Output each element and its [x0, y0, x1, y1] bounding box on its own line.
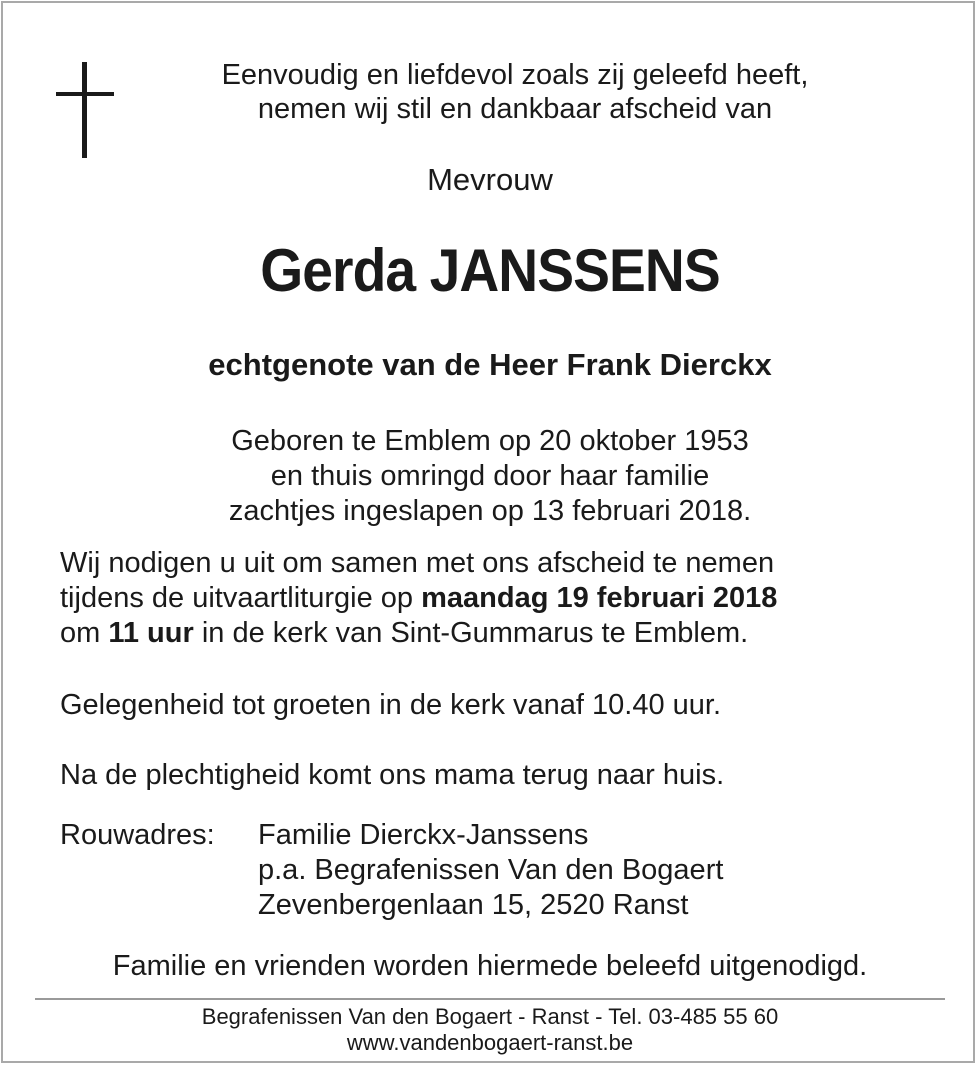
cross-horizontal-bar: [56, 92, 114, 96]
invite-line-3-suffix: in de kerk van Sint-Gummarus te Emblem.: [193, 617, 749, 649]
invite-line-2-prefix: tijdens de uitvaartliturgie op: [60, 582, 422, 614]
invite-line-1: Wij nodigen u uit om samen met ons afscheid te nemen: [60, 547, 775, 579]
deceased-name: Gerda JANSSENS: [260, 237, 720, 304]
address-lines: [258, 818, 723, 923]
address-label: Rouwadres:: [60, 819, 215, 851]
footer-divider: [35, 998, 945, 1000]
born-line-1: Geboren te Emblem op 20 oktober 1953: [231, 425, 749, 457]
funeral-date: maandag 19 februari 2018: [421, 582, 778, 614]
intro-line-1: Eenvoudig en liefdevol zoals zij geleefd heeft,: [221, 59, 809, 91]
address-line-1: Familie Dierckx-Janssens: [258, 819, 589, 851]
intro-line-2: nemen wij stil en dankbaar afscheid van: [257, 93, 773, 125]
address-line-3: Zevenbergenlaan 15, 2520 Ranst: [258, 889, 689, 921]
invite-line-3-prefix: om: [60, 617, 109, 649]
birth-death-text: [0, 424, 980, 529]
footer-contact: Begrafenissen Van den Bogaert - Ranst - Tel. 03-485 55 60: [201, 1004, 779, 1029]
born-line-2: en thuis omringd door haar familie: [270, 460, 710, 492]
funeral-time: 11 uur: [108, 617, 194, 649]
invite-line-3: [60, 616, 940, 651]
born-line-3: zachtjes ingeslapen op 13 februari 2018.: [228, 495, 752, 527]
footer: [0, 1004, 980, 1056]
greeting-text: Gelegenheid tot groeten in de kerk vanaf 10.40 uur.: [60, 689, 722, 721]
closing-text: Familie en vrienden worden hiermede beleefd uitgenodigd.: [112, 950, 868, 982]
cross-vertical-bar: [82, 62, 87, 158]
spouse-line: echtgenote van de Heer Frank Dierckx: [208, 347, 772, 382]
invite-line-2: [60, 581, 940, 616]
invitation-paragraph: [60, 546, 940, 651]
cross-icon: [56, 62, 114, 158]
intro-text: [110, 58, 920, 126]
salutation: Mevrouw: [427, 162, 553, 197]
footer-website-link[interactable]: www.vandenbogaert-ranst.be: [346, 1030, 634, 1055]
address-line-2: p.a. Begrafenissen Van den Bogaert: [258, 854, 724, 886]
after-ceremony-text: Na de plechtigheid komt ons mama terug naar huis.: [60, 759, 725, 791]
